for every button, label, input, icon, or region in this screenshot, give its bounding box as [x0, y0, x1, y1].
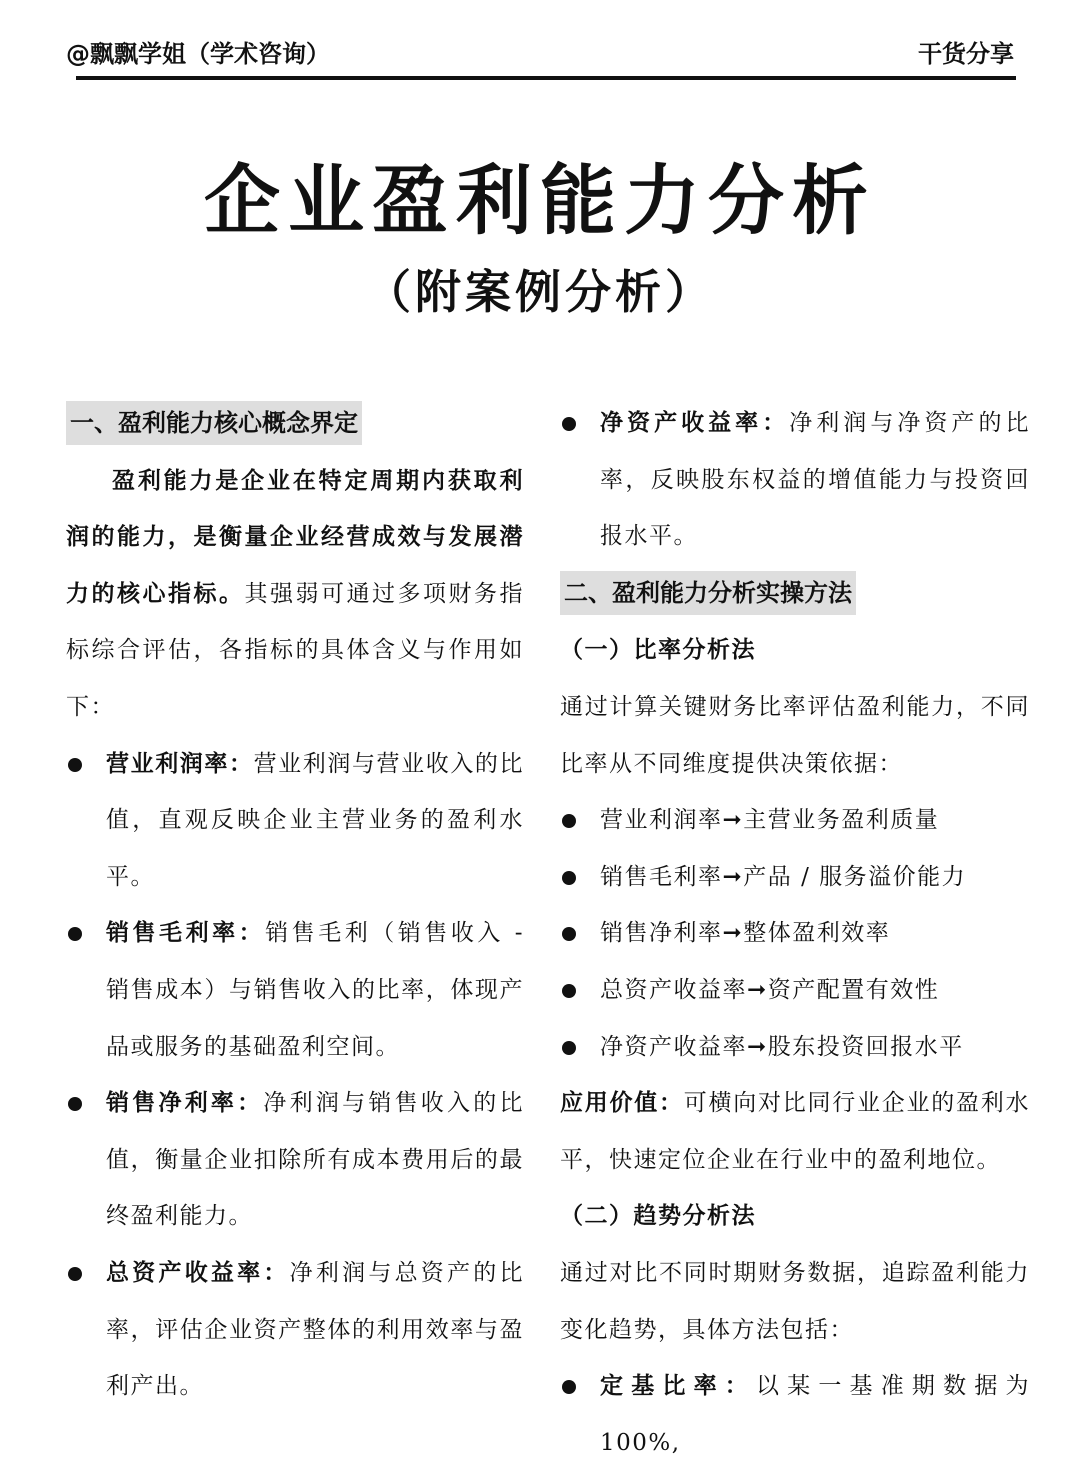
method1-value: [560, 1075, 1030, 1188]
list-item: [560, 1358, 1030, 1471]
list-item: [560, 395, 1030, 565]
bullet-icon: [562, 1041, 576, 1055]
list-item: [560, 849, 1030, 906]
item-term: 销售净利率：: [106, 1089, 264, 1117]
header-divider: [76, 76, 1016, 80]
section1-heading: 一、盈利能力核心概念界定: [66, 401, 362, 445]
page-title: 企业盈利能力分析: [204, 156, 876, 245]
item-term: 净资产收益率：: [600, 409, 790, 436]
header-tag: 干货分享: [918, 39, 1014, 68]
value-label: 应用价值：: [560, 1089, 684, 1117]
list-item: [560, 1019, 1030, 1076]
item-term: 定基比率：: [600, 1372, 756, 1400]
list-item: [66, 736, 524, 906]
list-item: [560, 905, 1030, 962]
item-term: 总资产收益率：: [106, 1258, 290, 1286]
bullet-icon: [68, 758, 82, 772]
method2-intro: 通过对比不同时期财务数据，追踪盈利能力变化趋势，具体方法包括：: [560, 1259, 1030, 1343]
bullet-icon: [68, 1267, 82, 1281]
list-item: [560, 962, 1030, 1019]
bullet-icon: [562, 417, 576, 431]
section2-heading: 二、盈利能力分析实操方法: [560, 571, 856, 615]
bullet-icon: [68, 927, 82, 941]
intro-rest-text: 其强弱可通过多项财务指标综合评估，各指标的具体含义与作用如下：: [66, 580, 524, 720]
indicator-list-continued: [560, 395, 1030, 565]
bullet-icon: [562, 927, 576, 941]
ratio-item: 销售毛利率➞产品 / 服务溢价能力: [600, 863, 967, 890]
item-desc: 以某一基准期数据为 100%,: [600, 1373, 1031, 1456]
item-desc: 销售毛利（销售收入 - 销售成本）与销售收入的比率，体现产品或服务的基础盈利空间。: [106, 920, 524, 1060]
section1-intro: [66, 453, 524, 736]
item-term: 销售毛利率：: [106, 919, 266, 947]
method1-title: （一）比率分析法: [560, 636, 756, 664]
list-item: [560, 792, 1030, 849]
item-desc: 净利润与总资产的比率，评估企业资产整体的利用效率与盈利产出。: [106, 1259, 525, 1400]
bullet-icon: [562, 814, 576, 828]
item-term: 营业利润率：: [106, 749, 254, 777]
ratio-item: 营业利润率➞主营业务盈利质量: [600, 807, 940, 834]
left-column: [66, 395, 524, 1415]
page-header: [66, 30, 1014, 72]
page-subtitle: （附案例分析）: [365, 265, 715, 319]
trend-list: [560, 1358, 1030, 1471]
bullet-icon: [562, 984, 576, 998]
bullet-icon: [562, 871, 576, 885]
item-desc: 净利润与净资产的比率，反映股东权益的增值能力与投资回报水平。: [600, 410, 1031, 550]
author-handle: @飘飘学姐（学术咨询）: [66, 39, 330, 68]
bullet-icon: [68, 1097, 82, 1111]
right-column: [560, 395, 1030, 1471]
ratio-list: [560, 792, 1030, 1075]
indicator-list: [66, 736, 524, 1415]
method2-title: （二）趋势分析法: [560, 1202, 756, 1230]
list-item: [66, 905, 524, 1075]
method1-intro: 通过计算关键财务比率评估盈利能力，不同比率从不同维度提供决策依据：: [560, 693, 1030, 777]
list-item: [66, 1245, 524, 1415]
item-desc: 营业利润与营业收入的比值，直观反映企业主营业务的盈利水平。: [106, 750, 524, 890]
ratio-item: 销售净利率➞整体盈利效率: [600, 920, 891, 947]
ratio-item: 总资产收益率➞资产配置有效性: [600, 976, 940, 1003]
value-text: 可横向对比同行业企业的盈利水平，快速定位企业在行业中的盈利地位。: [560, 1090, 1030, 1173]
ratio-item: 净资产收益率➞股东投资回报水平: [600, 1033, 964, 1060]
bullet-icon: [562, 1380, 576, 1394]
list-item: [66, 1075, 524, 1245]
intro-bold-text: 盈利能力是企业在特定周期内获取利润的能力，是衡量企业经营成效与发展潜力的核心指标。: [66, 466, 524, 607]
item-desc: 净利润与销售收入的比值，衡量企业扣除所有成本费用后的最终盈利能力。: [106, 1090, 525, 1230]
